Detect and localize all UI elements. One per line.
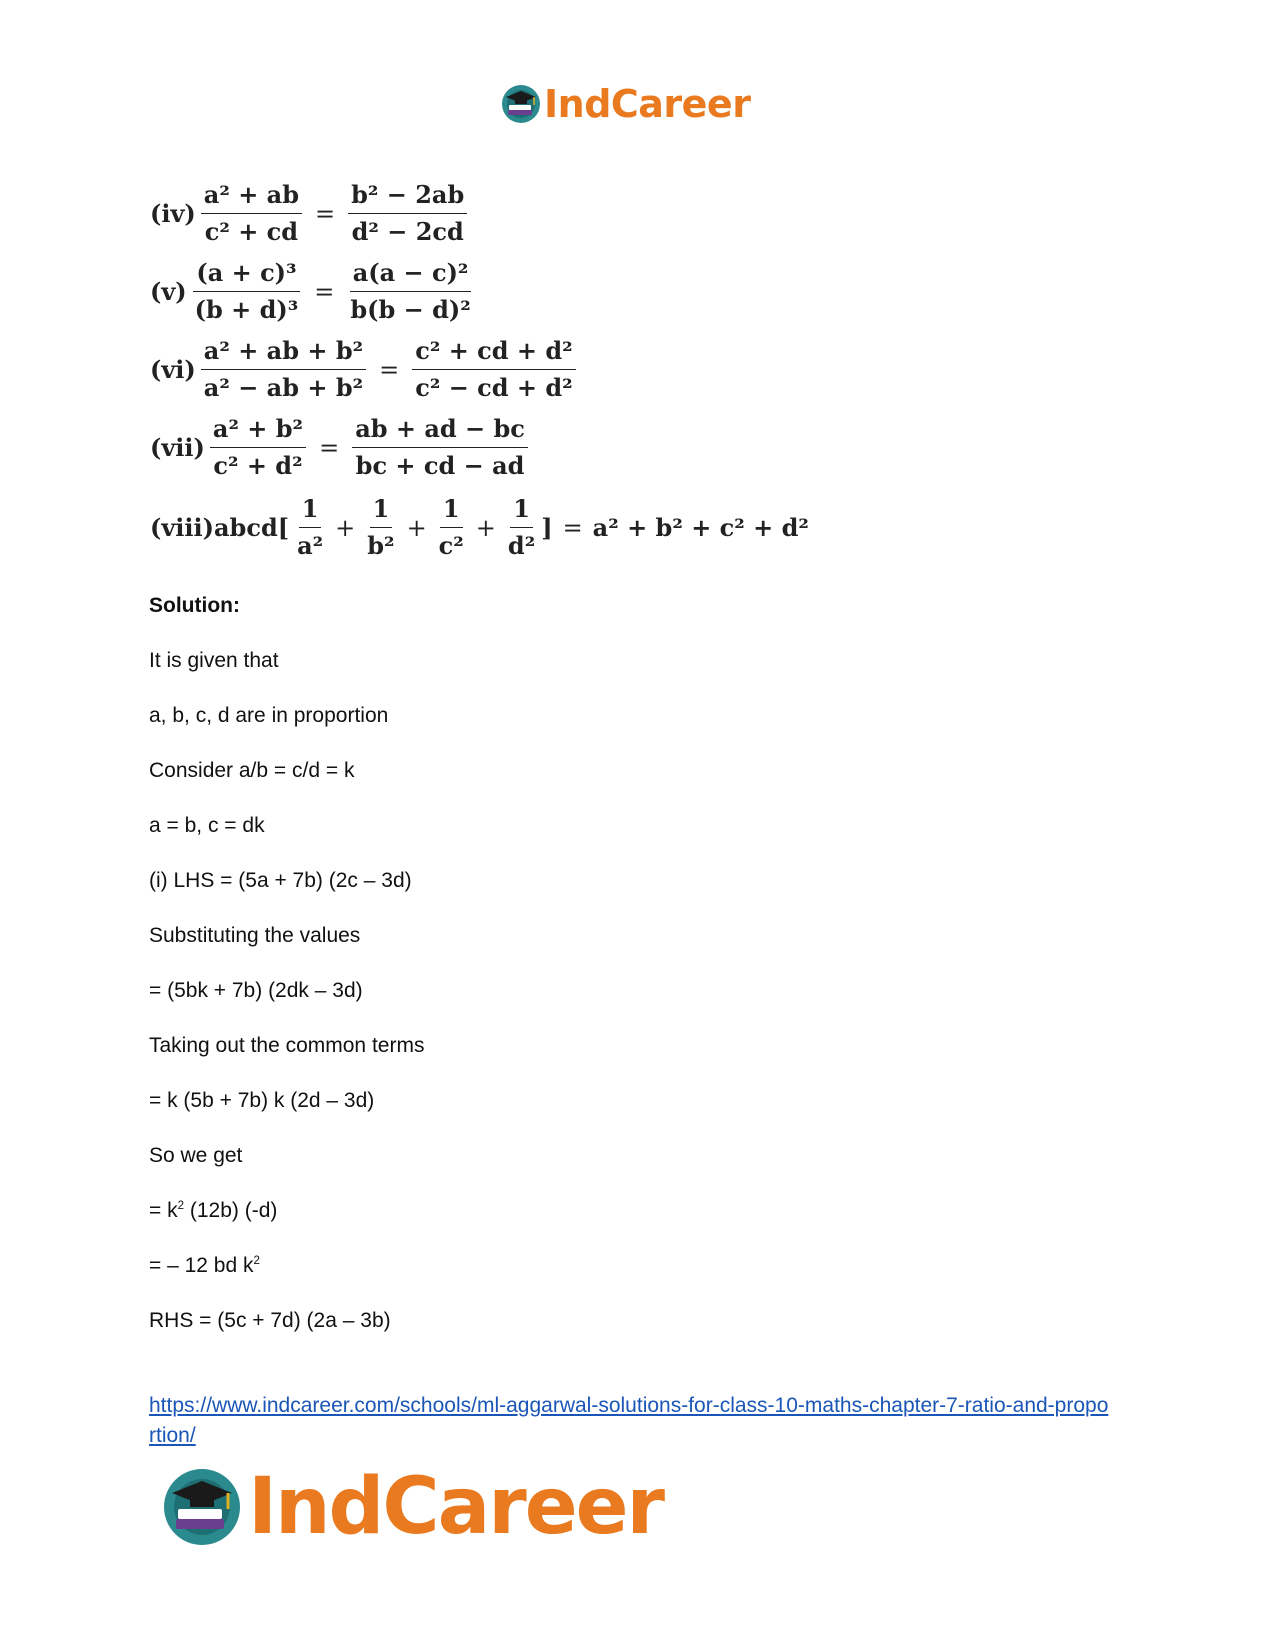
closing-bracket: ] (541, 513, 553, 542)
denominator: c² (438, 531, 464, 560)
solution-heading: Solution: (149, 594, 240, 617)
equals-sign: = (314, 277, 335, 306)
exponent: 2 (177, 1200, 185, 1212)
denominator: d² (507, 531, 536, 560)
solution-line: a, b, c, d are in proportion (149, 704, 389, 727)
reciprocal-fraction (505, 494, 538, 561)
equals-sign: = (379, 355, 400, 384)
lhs-fraction (192, 258, 302, 325)
reciprocal-fraction (294, 494, 326, 561)
solution-line: Substituting the values (149, 924, 361, 947)
equation-label: (v) (150, 277, 187, 306)
plus-sign: + (335, 513, 356, 542)
header-logo (500, 80, 750, 128)
footer-logo (160, 1462, 663, 1552)
equation-v (150, 258, 477, 325)
solution-line: It is given that (149, 649, 279, 672)
graduation-cap-books-icon (160, 1465, 244, 1549)
denominator: a² (297, 531, 324, 560)
reciprocal-fraction (364, 494, 397, 561)
solution-line: = k (5b + 7b) k (2d – 3d) (149, 1089, 375, 1112)
brand-wordmark: IndCareer (544, 82, 751, 126)
denominator: c² + d² (213, 451, 303, 480)
plus-sign: + (475, 513, 496, 542)
solution-line: a = b, c = dk (149, 814, 265, 837)
exponent: 2 (253, 1255, 260, 1267)
footer-link[interactable]: https://www.indcareer.com/schools/ml-aggarwal-solutions-for-class-10-maths-chapter-7-ratio-and-proportion/ (149, 1394, 1109, 1447)
solution-line: Consider a/b = c/d = k (149, 759, 355, 782)
equation-label: (iv) (150, 199, 196, 228)
denominator: c² − cd + d² (415, 373, 573, 402)
equation-label: (vi) (150, 355, 196, 384)
solution-line: = (5bk + 7b) (2dk – 3d) (149, 979, 363, 1002)
equation-vii (150, 414, 531, 481)
denominator: d² − 2cd (351, 217, 464, 246)
rhs-fraction (412, 336, 575, 403)
denominator: bc + cd − ad (355, 451, 525, 480)
numerator: ab + ad − bc (352, 414, 528, 448)
denominator: b(b − d)² (350, 295, 471, 324)
solution-line: (i) LHS = (5a + 7b) (2c – 3d) (149, 869, 412, 892)
solution-line: Taking out the common terms (149, 1034, 425, 1057)
equation-vi (150, 336, 579, 403)
numerator: b² − 2ab (348, 180, 467, 214)
solution-line-k2 (149, 1199, 277, 1223)
numerator: c² + cd + d² (412, 336, 575, 370)
expr-prefix: = – 12 bd k (149, 1254, 254, 1277)
numerator: 1 (510, 494, 533, 528)
denominator: (b + d)³ (194, 295, 299, 324)
expr-suffix: (12b) (-d) (184, 1199, 278, 1222)
denominator: c² + cd (204, 217, 299, 246)
rhs-fraction (347, 258, 473, 325)
numerator: a(a − c)² (350, 258, 472, 292)
numerator: a² + b² (210, 414, 306, 448)
equals-sign: = (319, 433, 340, 462)
solution-line-bd (149, 1254, 260, 1278)
plus-sign: + (406, 513, 427, 542)
rhs-fraction (348, 180, 467, 247)
solution-line: So we get (149, 1144, 243, 1167)
equals-sign: = (562, 513, 583, 542)
brand-wordmark: IndCareer (248, 1462, 663, 1552)
lhs-fraction (201, 336, 366, 403)
rhs-expression: a² + b² + c² + d² (592, 513, 809, 542)
numerator: 1 (370, 494, 393, 528)
graduation-cap-books-icon (500, 83, 542, 125)
expr-prefix: = k (149, 1199, 178, 1222)
equation-iv (150, 180, 470, 247)
reciprocal-fraction (436, 494, 467, 561)
lhs-fraction (210, 414, 306, 481)
equation-label: (viii)abcd[ (150, 513, 290, 542)
equation-label: (vii) (150, 433, 205, 462)
denominator: b² (367, 531, 395, 560)
rhs-fraction (352, 414, 528, 481)
numerator: (a + c)³ (193, 258, 299, 292)
numerator: a² + ab (201, 180, 302, 214)
denominator: a² − ab + b² (203, 373, 364, 402)
numerator: 1 (440, 494, 463, 528)
equals-sign: = (315, 199, 336, 228)
numerator: 1 (299, 494, 322, 528)
equation-viii (150, 494, 809, 561)
lhs-fraction (201, 180, 302, 247)
numerator: a² + ab + b² (201, 336, 366, 370)
rhs-line: RHS = (5c + 7d) (2a – 3b) (149, 1309, 391, 1332)
